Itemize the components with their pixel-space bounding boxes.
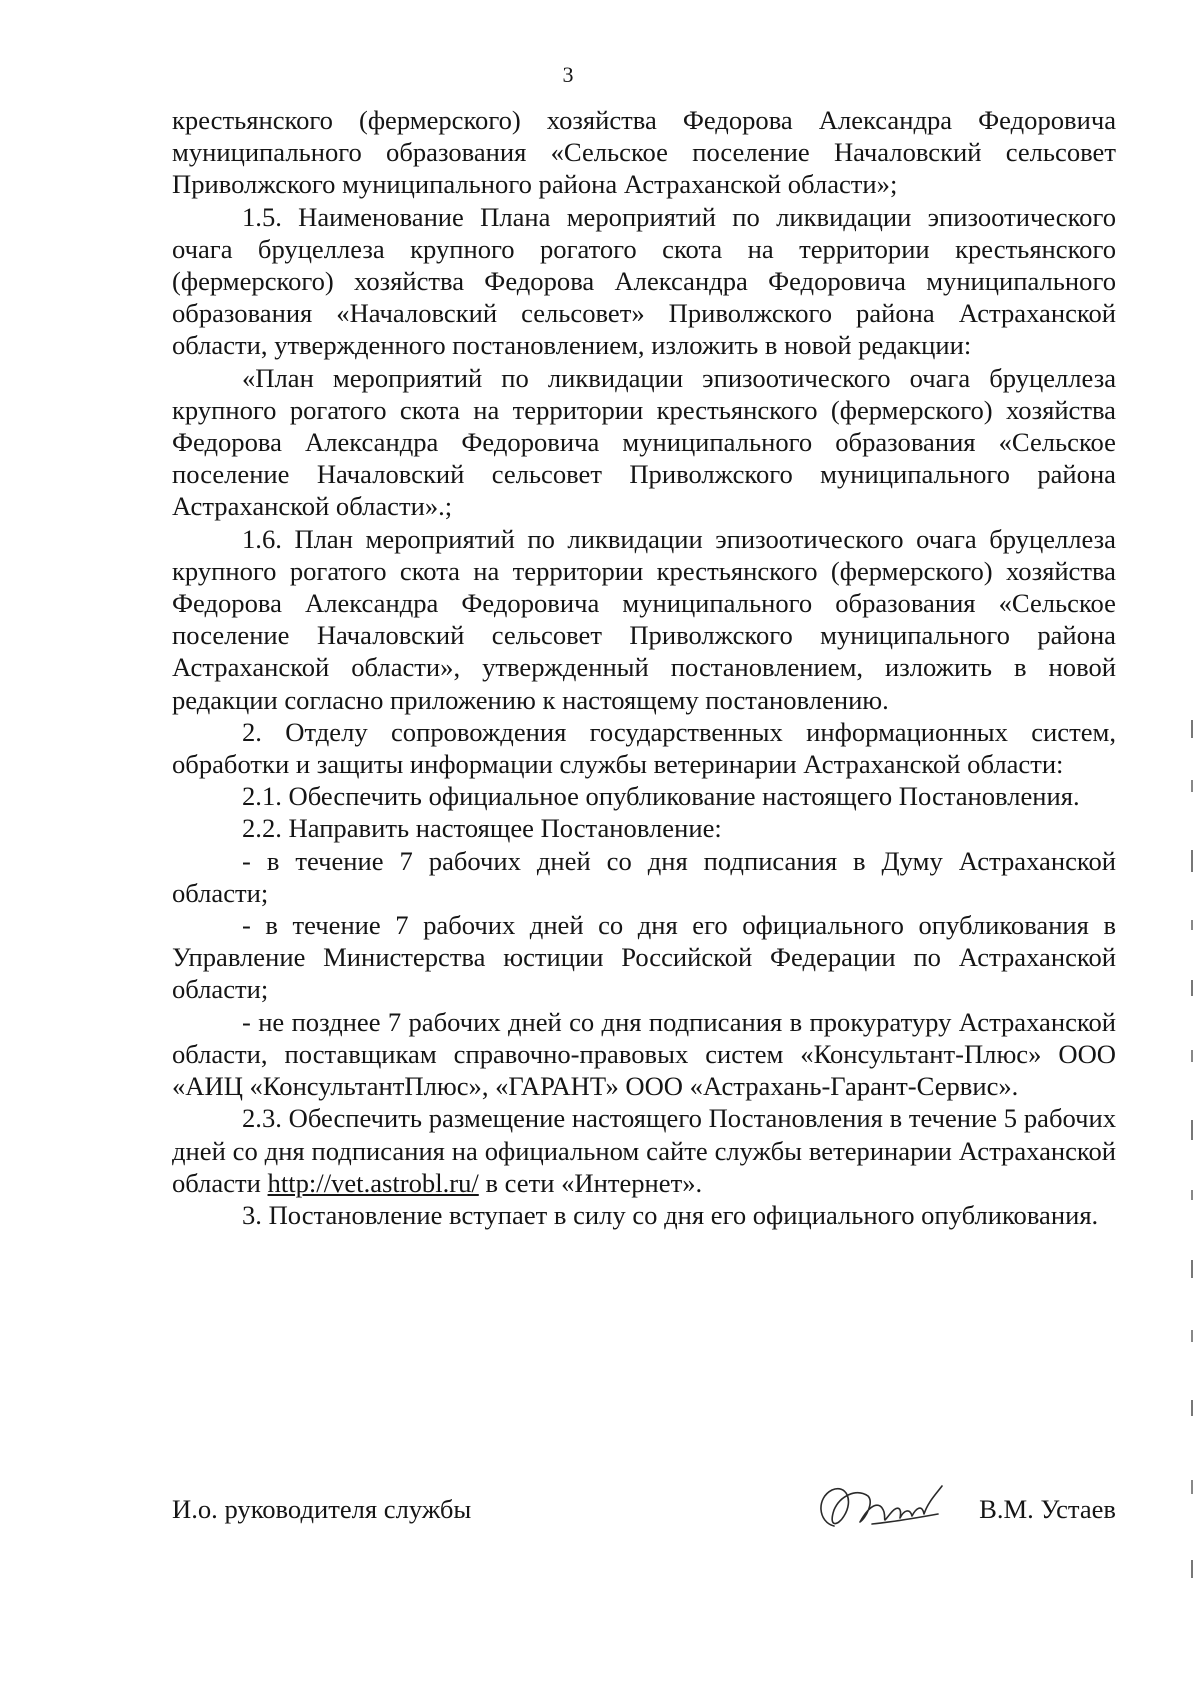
signature-block (172, 1480, 1116, 1540)
paragraph-2-2: 2.2. Направить настоящее Постановление: (242, 813, 722, 844)
paragraph-plan-title: «План мероприятий по ликвидации эпизоотического очага бруцеллеза крупного рогатого скота на территории крестьянского (фермерского) хозяйства Федорова Александра Федоровича муниципального образования «Сельское поселение Началовский сельсовет Приволжского муниципального района Астраханской области».; (172, 362, 1116, 522)
document-body (172, 104, 1116, 1231)
paragraph-2-1: 2.1. Обеспечить официальное опубликование настоящего Постановления. (242, 781, 1080, 812)
paragraph-continuation: крестьянского (фермерского) хозяйства Федорова Александра Федоровича муниципального образования «Сельское поселение Началовский сельсовет Приволжского муниципального района Астраханской области»; (172, 105, 1116, 200)
paragraph-1-6: 1.6. План мероприятий по ликвидации эпизоотического очага бруцеллеза крупного рогатого скота на территории крестьянского (фермерского) хозяйства Федорова Александра Федоровича муниципального образования «Сельское поселение Началовский сельсовет Приволжского муниципального района Астраханской области», утвержденный постановлением, изложить в новой редакции согласно приложению к настоящему постановлению. (172, 523, 1116, 715)
signatory-title: И.о. руководителя службы (172, 1494, 472, 1524)
handwritten-signature (812, 1474, 962, 1540)
scan-edge-marks (1190, 720, 1196, 1620)
paragraph-2-3-text: 2.3. Обеспечить размещение настоящего Постановления в течение 5 рабочих дней со дня подписания на официальном сайте службы ветеринарии Астраханской области (172, 1103, 1116, 1198)
paragraph-2: 2. Отделу сопровождения государственных информационных систем, обработки и защиты информации службы ветеринарии Астраханской области: (172, 716, 1116, 780)
paragraph-2-3-suffix: в сети «Интернет». (478, 1167, 703, 1198)
paragraph-2-2-duma: - в течение 7 рабочих дней со дня подписания в Думу Астраханской области; (172, 845, 1116, 908)
page-number: 3 (562, 62, 574, 87)
signatory-name: В.М. Устаев (979, 1494, 1116, 1524)
paragraph-2-2-prosecutor: - не позднее 7 рабочих дней со дня подписания в прокуратуру Астраханской области, поставщикам справочно-правовых систем «Консультант-Плюс» ООО «АИЦ «КонсультантПлюс», «ГАРАНТ» ООО «Астрахань-Гарант-Сервис». (172, 1006, 1116, 1102)
vet-site-link[interactable]: http://vet.astrobl.ru/ (267, 1167, 479, 1198)
paragraph-2-3 (172, 1102, 1116, 1199)
paragraph-2-2-ministry: - в течение 7 рабочих дней со дня его официального опубликования в Управление Министерства юстиции Российской Федерации по Астраханской области; (172, 910, 1116, 1005)
paragraph-3: 3. Постановление вступает в силу со дня его официального опубликования. (242, 1199, 1099, 1230)
paragraph-1-5: 1.5. Наименование Плана мероприятий по ликвидации эпизоотического очага бруцеллеза крупного рогатого скота на территории крестьянского (фермерского) хозяйства Федорова Александра Федоровича муниципального образования «Началовский сельсовет» Приволжского района Астраханской области, утвержденного постановлением, изложить в новой редакции: (172, 201, 1116, 361)
